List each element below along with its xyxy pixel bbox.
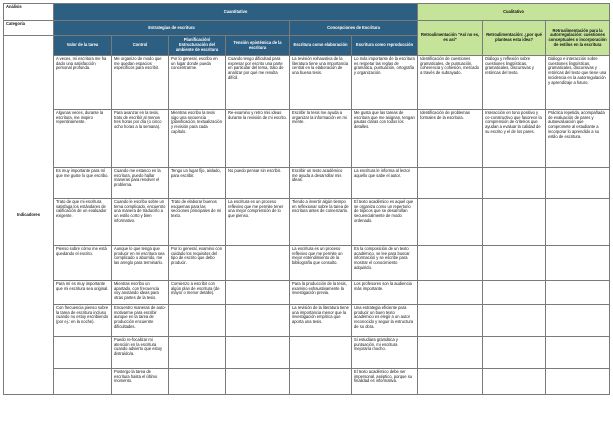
table-cell: Identificación de cuestiones gramaticales, de puntuación, coherencia y cohesión, mercado a través de subrayado.	[418, 56, 483, 110]
table-cell	[54, 337, 112, 369]
table-cell: Para la producción de la tesis, examino exhaustivamente la investigación previa.	[290, 281, 352, 305]
table-cell: La revisión exhaustiva de la literatura tiene una importancia central en la elaboración de una buena tesis.	[290, 56, 352, 110]
table-cell: Para mí es muy importante que mi escritura sea original.	[54, 281, 112, 305]
table-cell: Postergo la tarea de escritura hasta el último momento.	[112, 369, 169, 395]
table-cell	[483, 168, 546, 199]
table-cell: Escribir la tesis me ayuda a organizar la información en mi mente.	[290, 110, 352, 168]
table-cell	[546, 199, 610, 246]
table-cell	[226, 369, 290, 395]
category-retro-3: Retroalimentación para la autorregulación: cuestiones conceptuales o incorporación de estilos en la escritura	[546, 21, 610, 56]
table-cell: El texto académico debe ser impersonal, aséptico, porque su finalidad es informativa.	[352, 369, 418, 395]
analisis-label: Análisis	[4, 4, 54, 21]
table-cell	[483, 337, 546, 369]
table-cell	[418, 337, 483, 369]
table-cell: Trato de elaborar buenos esquemas para las secciones principales de mi texto.	[169, 199, 226, 246]
table-cell: Mientras escribo un apartado, con frecuencia voy anotando ideas para otras partes de la tesis.	[112, 281, 169, 305]
table-cell	[546, 281, 610, 305]
table-cell: Con frecuencia pienso sobre la tarea de escritura incluso cuando no estoy escribiendo (por ej.: en la noche).	[54, 305, 112, 337]
table-cell	[546, 337, 610, 369]
column-header: Escritura como reproducción	[352, 36, 418, 56]
table-cell	[418, 168, 483, 199]
table-cell	[418, 305, 483, 337]
table-cell: Cuando le escribo sobre un tema complicado, encuentro una manera de traducirlo a un estilo corto y bien informativo.	[112, 199, 169, 246]
table-cell: Práctica repetida, acompañada de evaluación de pares y autoevaluación que compromete al estudiante a incorporar lo aprendido a su estilo de escritura.	[546, 110, 610, 168]
category-estrategias: Estrategias de escritura	[54, 21, 290, 36]
table-cell: Es muy importante para mí que me guste lo que escribo.	[54, 168, 112, 199]
table-cell: Algunas veces, durante la escritura, me inspiro repentinamente.	[54, 110, 112, 168]
table-cell: Me organizo de modo que me quedan espacios específicos para escribir.	[112, 56, 169, 110]
table-cell: El texto académico es aquel que se organiza como un repertorio de tópicos que se desarrollan secuencialmente de modo ordenado.	[352, 199, 418, 246]
table-cell: Mientras escribo la tesis sigo una secuencia (planificación, textualización y revisión para cada capítulo.	[169, 110, 226, 168]
table-cell: Aunque lo que tenga que producir en mi escritura sea complicado o aburrido, me las arreglo para terminarlo.	[112, 246, 169, 281]
table-cell: Por lo general, examino con cuidado los requisitos del tipo de escrito que debo producir.	[169, 246, 226, 281]
table-cell	[483, 305, 546, 337]
analysis-table	[3, 3, 610, 395]
table-cell	[418, 246, 483, 281]
category-retro-1: Retroalimentación "Así no es, es así"	[418, 21, 483, 56]
table-cell: Encuentro maneras de auto-motivarme para escribir aunque en la tarea de producción encuentre dificultades.	[112, 305, 169, 337]
column-header: Planificación/ Estructuración del ambiente de escritura	[169, 36, 226, 56]
qualitative-header: Cualitativo	[418, 4, 610, 21]
column-header: Valor de la tarea	[54, 36, 112, 56]
table-cell: Pienso sobre cómo me está quedando el escrito.	[54, 246, 112, 281]
indicadores-label: Indicadores	[4, 36, 54, 395]
column-header: Control	[112, 36, 169, 56]
category-retro-2: Retroalimentación: ¿por qué planteas esta idea?	[483, 21, 546, 56]
table-cell: Re-examino y retro mis ideas durante la revisión de mi escrito.	[226, 110, 290, 168]
table-cell: La revisión de la literatura tiene una importancia menor que la investigación empírica que aporta una tesis.	[290, 305, 352, 337]
table-row	[4, 110, 610, 168]
table-cell	[483, 369, 546, 395]
table-cell: Me gusta que las tareas de escritura que me asignan, tengan pautas claras con todos los detalles.	[352, 110, 418, 168]
table-row	[4, 168, 610, 199]
table-cell	[290, 369, 352, 395]
table-cell: Tiendo a invertir algún tiempo en reflexionar sobre la tarea de escritura antes de comenzarla.	[290, 199, 352, 246]
table-cell	[546, 305, 610, 337]
table-row	[4, 305, 610, 337]
table-cell	[546, 246, 610, 281]
quantitative-header: Cuantitativo	[54, 4, 418, 21]
table-cell: La escritura es un proceso reflexivo que me permite tener una mejor comprensión de lo que pienso.	[226, 199, 290, 246]
table-cell	[483, 281, 546, 305]
table-cell	[418, 369, 483, 395]
table-row	[4, 56, 610, 110]
table-row	[4, 246, 610, 281]
table-cell	[226, 305, 290, 337]
table-cell: Para avanzar en la tesis, trato de escribir al menos tres horas por día (o cinco ocho horas a la semana).	[112, 110, 169, 168]
table-cell	[226, 246, 290, 281]
table-cell	[54, 369, 112, 395]
table-cell: Interacción en tono positivo y co-constructivo que favorece la comprensión de criterios que ayudan a evaluar la calidad de su escrito y el de los pares.	[483, 110, 546, 168]
table-cell	[546, 168, 610, 199]
table-cell: La escritura le informa al lector aquello que sabe el autor.	[352, 168, 418, 199]
table-cell	[169, 337, 226, 369]
table-cell: Cuando me estanco en la escritura, puedo hallar maneras para resolver el problema.	[112, 168, 169, 199]
table-cell	[169, 305, 226, 337]
table-cell: Trato de que mi escritura satisfaga los estándares de calificación de un evaluador exigente.	[54, 199, 112, 246]
column-header: Escritura como elaboración	[290, 36, 352, 56]
table-cell	[169, 369, 226, 395]
table-cell: Puedo re-focalizar mi atención en la escritura cuando advierto que estoy distraído/a.	[112, 337, 169, 369]
table-cell: Una estrategia eficiente para producir un buen texto académico es elegir a un autor reconocido y seguir la estructura de su obra.	[352, 305, 418, 337]
table-cell: Los profesores son la audiencia más importante.	[352, 281, 418, 305]
table-cell	[226, 337, 290, 369]
table-cell: Por lo general, escribo en un lugar donde pueda concentrarme.	[169, 56, 226, 110]
table-cell	[483, 246, 546, 281]
table-row	[4, 369, 610, 395]
table-cell: Identificación de problemas formales de la escritura.	[418, 110, 483, 168]
table-cell: Comienzo a escribir con algún plan de escritura (de mayor o menor detalle).	[169, 281, 226, 305]
column-header: Tensión epistémica de la escritura	[226, 36, 290, 56]
table-cell	[418, 199, 483, 246]
table-row	[4, 337, 610, 369]
table-row	[4, 281, 610, 305]
table-cell	[546, 369, 610, 395]
table-cell	[226, 281, 290, 305]
category-concepciones: Concepciones de Escritura	[290, 21, 418, 36]
table-cell: Si estudiara gramática y puntuación, mi escritura mejoraría mucho.	[352, 337, 418, 369]
table-cell	[290, 337, 352, 369]
table-cell	[483, 199, 546, 246]
table-cell	[418, 281, 483, 305]
table-cell: Diálogo e interacción sobre cuestiones lingüísticas, gramaticales, discursivas y retóricas del texto que tiene una incidencia en la autorregulación y aprendizaje a futuro.	[546, 56, 610, 110]
table-cell: Cuando tengo dificultad para expresar por escrito una parte en particular del tema, trato de analizar por qué me resulta difícil.	[226, 56, 290, 110]
table-cell: Lo más importante de la escritura es respetar las reglas de gramática, puntuación, ortografía y organización.	[352, 56, 418, 110]
table-cell: Escribir un texto académico me ayuda a desarrollar mis ideas.	[290, 168, 352, 199]
table-cell: Tengo un lugar fijo, aislado, para escribir.	[169, 168, 226, 199]
table-cell: No puedo pensar sin escribir.	[226, 168, 290, 199]
table-cell: Diálogo y reflexión sobre cuestiones lingüísticas, gramaticales, discursivas y retóricas del texto.	[483, 56, 546, 110]
table-row	[4, 199, 610, 246]
table-cell: La escritura es un proceso reflexivo que me permite un mejor entendimiento de la bibliografía que consulto.	[290, 246, 352, 281]
table-cell: A veces, mi escritura me ha dado una satisfacción personal profunda.	[54, 56, 112, 110]
categoria-label: Categoría	[4, 21, 54, 36]
table-cell: En la composición de un texto académico, se lee para buscar información y se escribe para mostrar el conocimiento adquirido.	[352, 246, 418, 281]
